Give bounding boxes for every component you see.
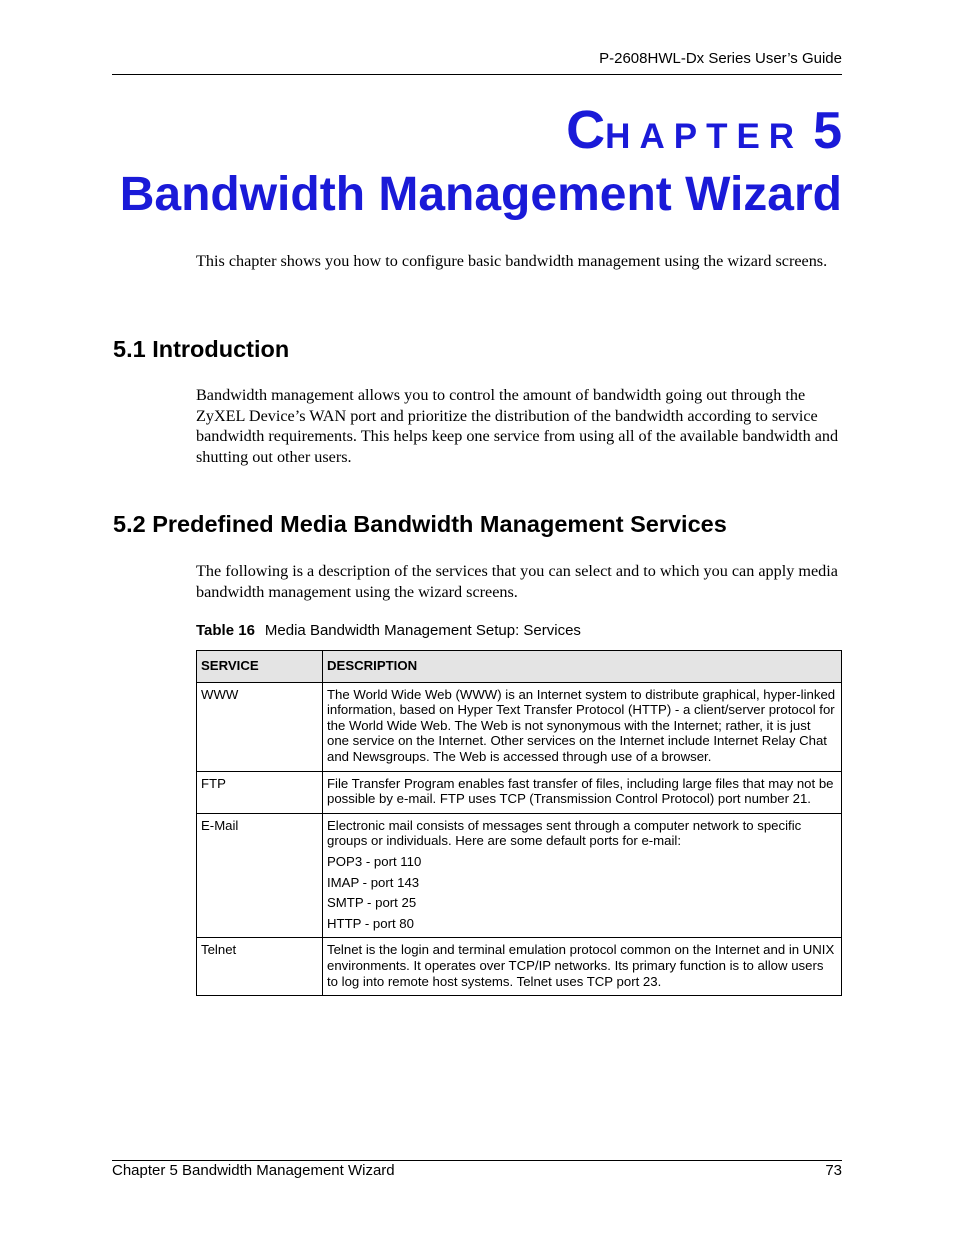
table-row: [197, 682, 842, 771]
table-row: [197, 771, 842, 813]
description-line: HTTP - port 80: [327, 915, 414, 931]
description-line: Electronic mail consists of messages sent through a computer network to specific groups or individuals. Here are some default ports for e-mail:: [327, 817, 802, 849]
column-header-description: DESCRIPTION: [323, 651, 842, 683]
chapter-number: 5: [813, 102, 842, 160]
table-caption: [196, 622, 581, 639]
column-header-service: SERVICE: [197, 651, 323, 683]
table-row: [197, 938, 842, 996]
table-row: [197, 813, 842, 938]
table-caption-text: Media Bandwidth Management Setup: Services: [264, 622, 581, 639]
chapter-label-rest: HAPTER: [605, 117, 804, 156]
service-description-cell: [323, 813, 842, 938]
section-body-introduction: Bandwidth management allows you to control the amount of bandwidth going out through the ZyXEL Device’s WAN port and prioritize the distribution of the bandwidth according to service bandwidth requirements. This helps keep one service from using all of the available bandwidth and shutting out other users.: [196, 386, 839, 466]
service-description-cell: [323, 938, 842, 996]
running-header: P-2608HWL-Dx Series User’s Guide: [599, 50, 842, 67]
services-table: [196, 650, 842, 996]
header-rule: [112, 74, 842, 75]
service-name-cell: FTP: [197, 771, 323, 813]
service-description-cell: [323, 682, 842, 771]
table-caption-label: Table 16: [196, 622, 255, 639]
description-line: IMAP - port 143: [327, 874, 420, 890]
description-line: The World Wide Web (WWW) is an Internet system to distribute graphical, hyper-linked information, based on Hyper Text Transfer Protocol (HTTP) - a client/server protocol for the World Wide Web. The Web is not synonymous with the Internet; rather, it is just one service on the Internet. Other services on the Internet include Internet Relay Chat and Newsgroups. The Web is accessed through use of a browser.: [327, 686, 836, 764]
section-heading-predefined-services: 5.2 Predefined Media Bandwidth Management Services: [113, 511, 727, 537]
section-body-predefined-services: The following is a description of the services that you can select and to which you can apply media bandwidth management using the wizard screens.: [196, 562, 838, 601]
chapter-label-initial: C: [566, 100, 606, 160]
service-name-cell: Telnet: [197, 938, 323, 996]
intro-paragraph: This chapter shows you how to configure basic bandwidth management using the wizard screens.: [196, 252, 828, 270]
service-name-cell: WWW: [197, 682, 323, 771]
service-name-cell: E-Mail: [197, 813, 323, 938]
section-heading-introduction: 5.1 Introduction: [113, 336, 290, 362]
chapter-label: [566, 98, 842, 169]
footer-chapter-title: Chapter 5 Bandwidth Management Wizard: [112, 1162, 395, 1179]
chapter-title: Bandwidth Management Wizard: [119, 168, 842, 221]
description-line: File Transfer Program enables fast transfer of files, including large files that may not be possible by e-mail. FTP uses TCP (Transmission Control Protocol) port number 21.: [327, 775, 834, 807]
description-line: POP3 - port 110: [327, 853, 422, 869]
table-header-row: [197, 651, 842, 683]
footer-rule: [112, 1160, 842, 1161]
description-line: Telnet is the login and terminal emulation protocol common on the Internet and in UNIX environments. It operates over TCP/IP networks. Its primary function is to allow users to log into remote host systems. Telnet uses TCP port 23.: [327, 942, 835, 989]
description-line: SMTP - port 25: [327, 895, 417, 911]
footer-page-number: 73: [825, 1162, 842, 1179]
service-description-cell: [323, 771, 842, 813]
